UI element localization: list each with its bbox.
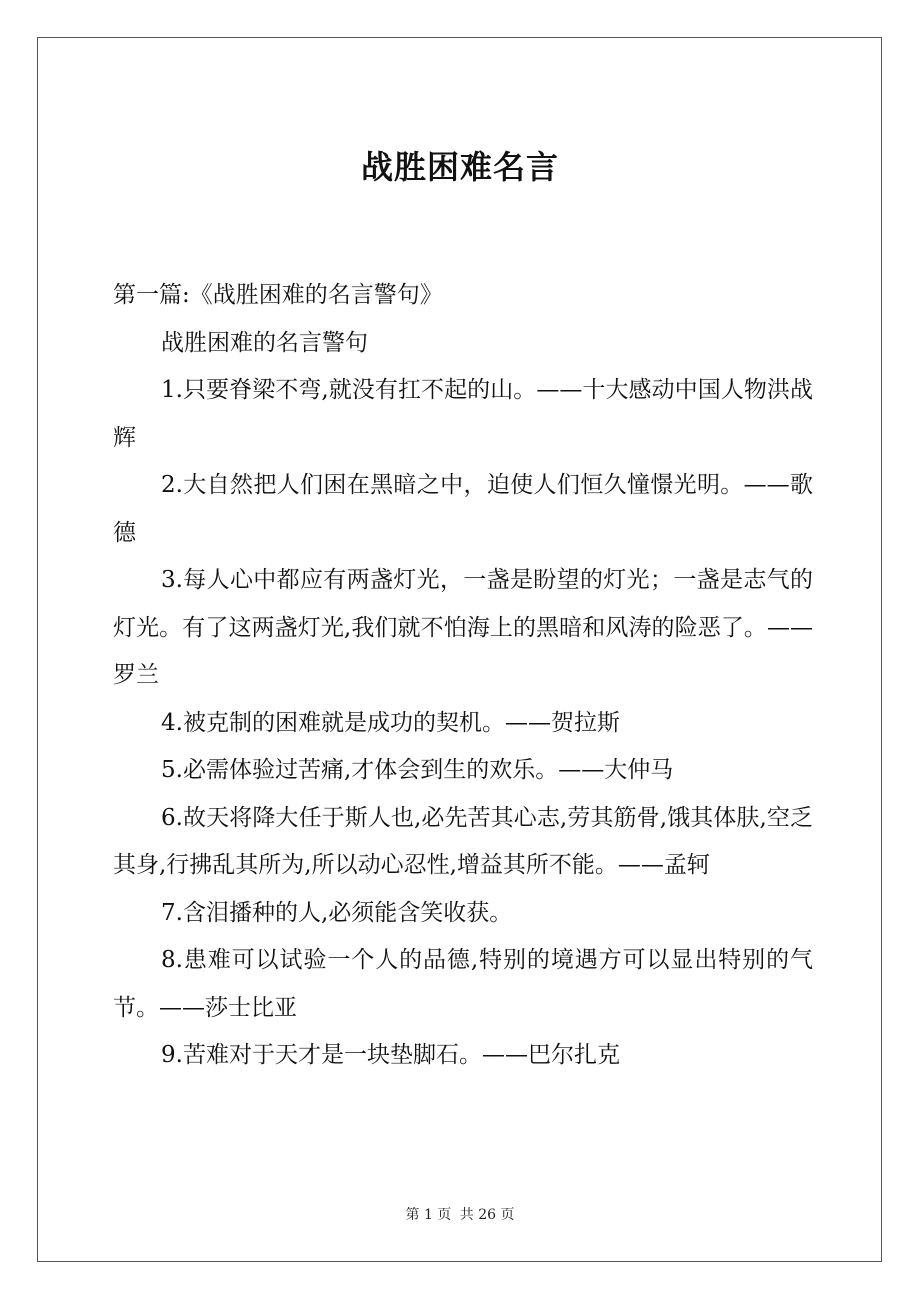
page-number: 第 1 页	[405, 1207, 452, 1223]
quote-item: 1.只要脊梁不弯,就没有扛不起的山。——十大感动中国人物洪战辉	[113, 377, 813, 451]
quote-item: 6.故天将降大任于斯人也,必先苦其心志,劳其筋骨,饿其体肤,空乏其身,行拂乱其所为,所以动心忍性,增益其所不能。——孟轲	[113, 804, 813, 878]
document-body	[113, 272, 813, 1080]
page-total: 共 26 页	[459, 1207, 515, 1223]
document-title: 战胜困难名言	[360, 148, 559, 186]
quote-item: 9.苦难对于天才是一块垫脚石。——巴尔扎克	[161, 1042, 620, 1068]
quote-item: 5.必需体验过苦痛,才体会到生的欢乐。——大仲马	[161, 757, 674, 783]
quote-item: 2.大自然把人们困在黑暗之中，迫使人们恒久憧憬光明。——歌德	[113, 472, 813, 546]
section-heading: 第一篇:《战胜困难的名言警句》	[113, 282, 443, 308]
quote-item: 4.被克制的困难就是成功的契机。——贺拉斯	[161, 709, 620, 736]
quote-item: 8.患难可以试验一个人的品德,特别的境遇方可以显出特别的气节。——莎士比亚	[113, 947, 813, 1021]
section-subheading: 战胜困难的名言警句	[161, 329, 368, 356]
quote-item: 3.每人心中都应有两盏灯光，一盏是盼望的灯光；一盏是志气的灯光。有了这两盏灯光,我们就不怕海上的黑暗和风涛的险恶了。——罗兰	[113, 567, 813, 688]
quote-item: 7.含泪播种的人,必须能含笑收获。	[161, 899, 513, 926]
page-footer	[0, 1205, 920, 1225]
